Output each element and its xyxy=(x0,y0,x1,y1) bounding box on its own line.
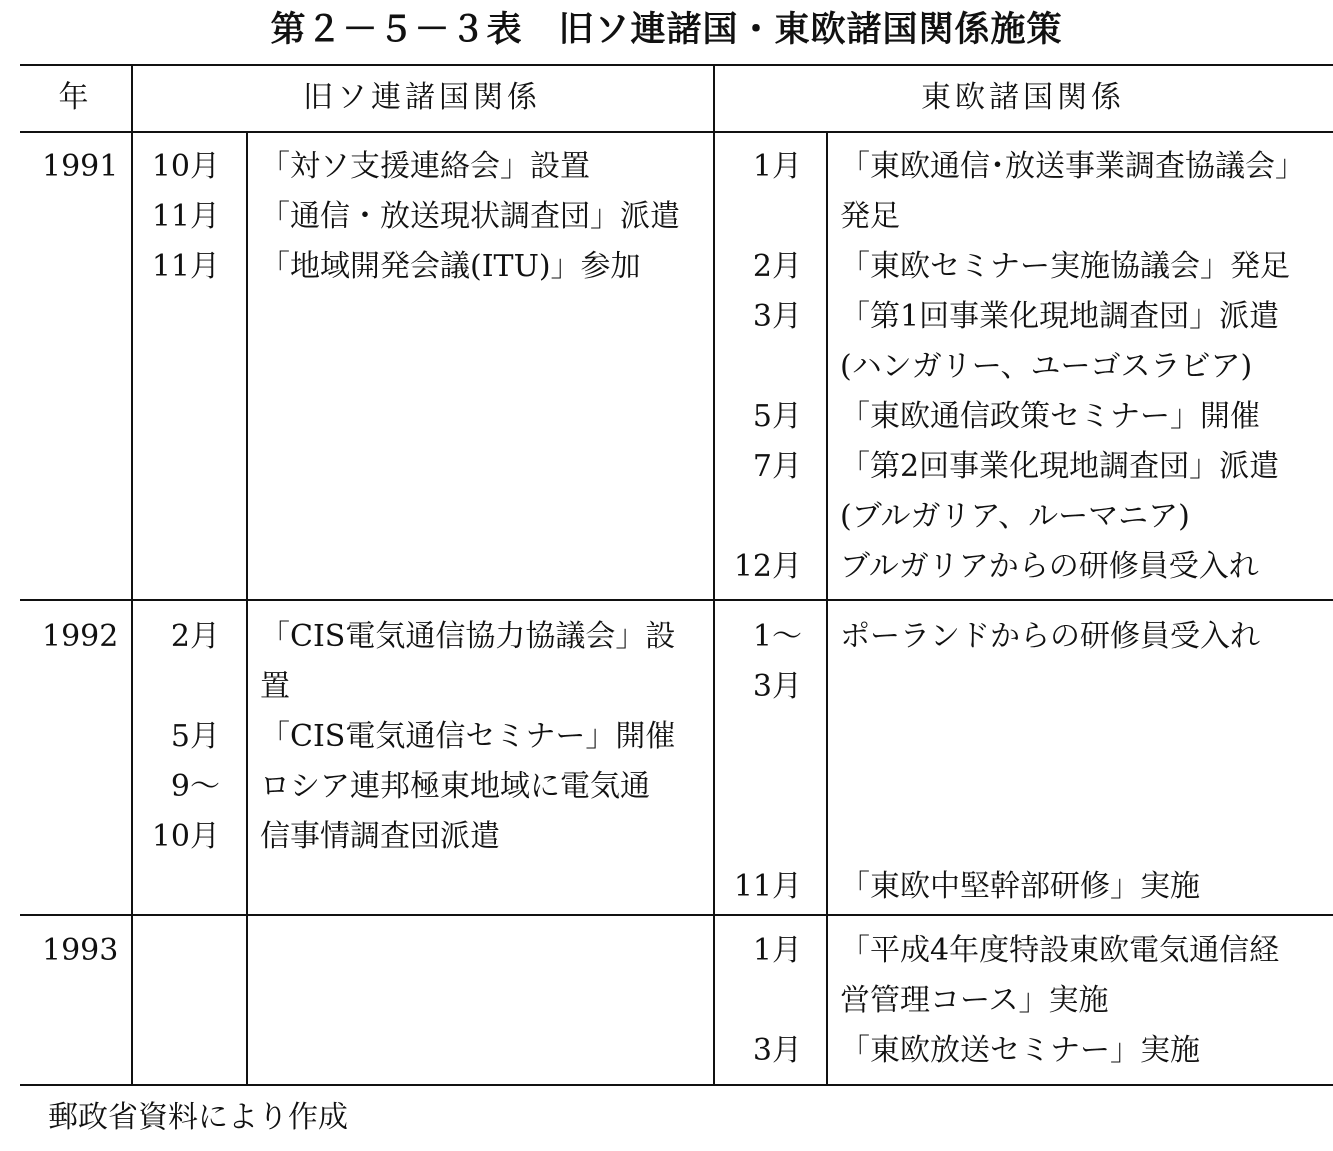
ussr-event-cell: 「CIS電気通信セミナー」開催 xyxy=(260,719,676,754)
ussr-event-cell: 「通信・放送現状調査団」派遣 xyxy=(260,199,680,234)
east-event-cell: (ブルガリア、ルーマニア) xyxy=(840,499,1190,534)
east-event-cell: (ハンガリー、ユーゴスラビア) xyxy=(840,349,1253,384)
east-event-cell: 営管理コース」実施 xyxy=(840,983,1109,1018)
east-month-cell: 12月 xyxy=(733,549,802,584)
east-event-cell: 「平成4年度特設東欧電気通信経 xyxy=(840,933,1280,968)
east-month-cell: 11月 xyxy=(733,869,802,904)
ussr-event-cell: 信事情調査団派遣 xyxy=(260,819,500,854)
year-column-divider xyxy=(131,64,133,1086)
east-event-cell: 「東欧通信･放送事業調査協議会」 xyxy=(840,149,1305,184)
header-east: 東欧諸国関係 xyxy=(921,80,1125,115)
east-event-cell: ブルガリアからの研修員受入れ xyxy=(840,549,1259,584)
east-event-cell: 「東欧中堅幹部研修」実施 xyxy=(840,869,1200,904)
east-month-cell: 1～ xyxy=(752,619,802,654)
ussr-event-cell: 「対ソ支援連絡会」設置 xyxy=(260,149,590,184)
year-cell: 1992 xyxy=(42,619,119,654)
table-title: 第２－５－３表 旧ソ連諸国・東欧諸国関係施策 xyxy=(270,10,1063,50)
east-month-cell: 3月 xyxy=(752,669,802,704)
east-month-divider xyxy=(826,131,828,1086)
ussr-month-cell: 10月 xyxy=(151,149,220,184)
east-month-cell: 1月 xyxy=(752,933,802,968)
east-event-cell: 「東欧セミナー実施協議会」発足 xyxy=(840,249,1290,284)
ussr-month-cell: 11月 xyxy=(151,199,220,234)
ussr-event-cell: ロシア連邦極東地域に電気通 xyxy=(260,769,650,804)
ussr-event-cell: 「CIS電気通信協力協議会」設 xyxy=(260,619,676,654)
east-month-cell: 3月 xyxy=(752,1033,802,1068)
header-ussr: 旧ソ連諸国関係 xyxy=(303,80,541,115)
east-month-cell: 7月 xyxy=(752,449,802,484)
region-column-divider xyxy=(713,64,715,1086)
row-divider-1992 xyxy=(20,914,1333,916)
table-bottom-border xyxy=(20,1084,1333,1086)
east-month-cell: 3月 xyxy=(752,299,802,334)
row-divider-1991 xyxy=(20,599,1333,601)
header-year: 年 xyxy=(58,80,93,115)
east-event-cell: 「東欧通信政策セミナー」開催 xyxy=(840,399,1260,434)
ussr-month-cell: 9～ xyxy=(170,769,220,804)
year-cell: 1993 xyxy=(42,933,119,968)
ussr-month-cell: 5月 xyxy=(170,719,220,754)
east-event-cell: 「第2回事業化現地調査団」派遣 xyxy=(840,449,1280,484)
ussr-month-cell: 11月 xyxy=(151,249,220,284)
ussr-month-divider xyxy=(246,131,248,1086)
east-event-cell: 「第1回事業化現地調査団」派遣 xyxy=(840,299,1280,334)
east-month-cell: 5月 xyxy=(752,399,802,434)
policy-table xyxy=(20,64,1333,1086)
east-event-cell: 「東欧放送セミナー」実施 xyxy=(840,1033,1200,1068)
year-cell: 1991 xyxy=(42,149,119,184)
ussr-event-cell: 置 xyxy=(260,669,290,704)
header-bottom-border xyxy=(20,131,1333,133)
east-month-cell: 2月 xyxy=(752,249,802,284)
source-note: 郵政省資料により作成 xyxy=(48,1100,348,1135)
east-event-cell: ポーランドからの研修員受入れ xyxy=(840,619,1260,654)
east-event-cell: 発足 xyxy=(840,199,900,234)
ussr-event-cell: 「地域開発会議(ITU)」参加 xyxy=(260,249,641,284)
east-month-cell: 1月 xyxy=(752,149,802,184)
ussr-month-cell: 10月 xyxy=(151,819,220,854)
ussr-month-cell: 2月 xyxy=(170,619,220,654)
